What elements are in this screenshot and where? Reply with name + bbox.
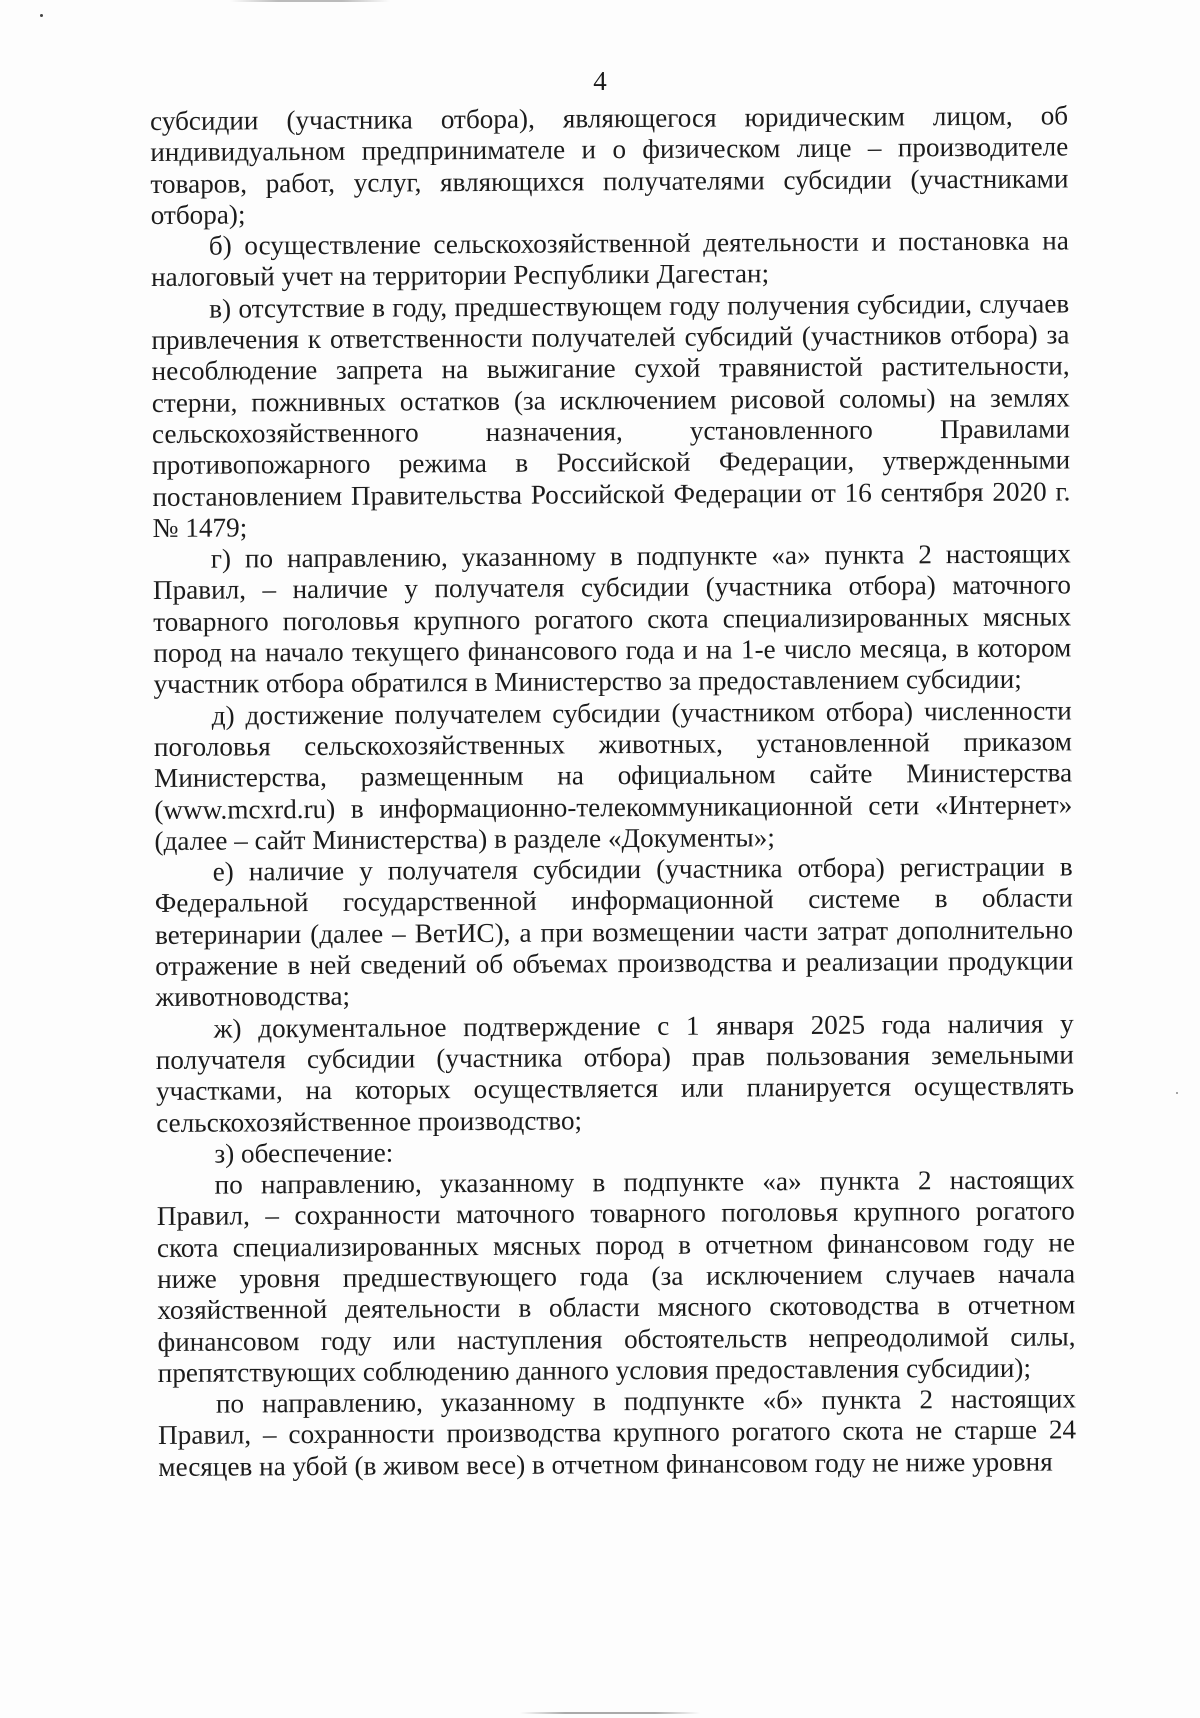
paragraph-item-g: г) по направлению, указанному в подпункте «а» пункта 2 настоящих Правил, – наличие у получателя субсидии (участника отбора) маточного товарного поголовья крупного рогатого скота специализированных мясных пород на начало текущего финансового года и на 1-е число месяца, в котором участник отбора обратился в Министерство за предоставлением субсидии; (152, 538, 1072, 700)
scan-edge-bottom (520, 1712, 700, 1714)
scan-speck (40, 14, 43, 17)
paragraph-item-d: д) достижение получателем субсидии (участником отбора) численности поголовья сельскохозяйственных животных, установленной приказом Министерства, размещенным на официальном сайте Министерства (www.mcxrd.ru) в информационно-телекоммуникационной сети «Интернет» (далее – сайт Министерства) в разделе «Документы»; (153, 695, 1073, 856)
paragraph-subitem-b: по направлению, указанному в подпункте «б» пункта 2 настоящих Правил, – сохранности производства крупного рогатого скота не старше 24 месяцев на убой (в живом весе) в отчетном финансовом году не ниже уровня (158, 1383, 1077, 1482)
paragraph-item-z: з) обеспечение: (214, 1137, 394, 1169)
scan-speck (1176, 1092, 1178, 1094)
document-body (150, 100, 1076, 1483)
paragraph-item-e: е) наличие у получателя субсидии (участника отбора) регистрации в Федеральной государственной информационной системе в области ветеринарии (далее – ВетИС), а при возмещении части затрат дополнительно отражение в ней сведений об объемах производства и реализации продукции животноводства; (154, 851, 1074, 1013)
paragraph-item-zh: ж) документальное подтверждение с 1 января 2025 года наличия у получателя субсидии (участника отбора) прав пользования земельными участками, на которых осуществляется или планируется осуществлять сельскохозяйственное производство; (155, 1007, 1075, 1138)
paragraph-subitem-a: по направлению, указанному в подпункте «а» пункта 2 настоящих Правил, – сохранности маточного товарного поголовья крупного рогатого скота специализированных мясных пород в отчетном финансовом году не ниже уровня предшествующего года (за исключением случаев начала хозяйственной деятельности в области мясного скотоводства в отчетном финансовом году или наступления обстоятельств непреодолимой силы, препятствующих соблюдению данного условия предоставления субсидии); (156, 1164, 1076, 1388)
paragraph-continuation: субсидии (участника отбора), являющегося юридическим лицом, об индивидуальном предпринимателе и о физическом лице – производителе товаров, работ, услуг, являющихся получателями субсидии (участниками отбора); (150, 100, 1069, 230)
paragraph-item-v: в) отсутствие в году, предшествующем году получения субсидии, случаев привлечения к ответственности получателей субсидий (участников отбора) за несоблюдение запрета на выжигание сухой травянистой растительности, стерни, пожнивных остатков (за исключением рисовой соломы) на землях сельскохозяйственного назначения, установленного Правилами противопожарного режима в Российской Федерации, утвержденными постановлением Правительства Российской Федерации от 16 сентября 2020 г. № 1479; (151, 288, 1071, 543)
scan-edge-top (230, 0, 390, 2)
page-number: 4 (593, 66, 607, 96)
paragraph-item-b: б) осуществление сельскохозяйственной деятельности и постановка на налоговый учет на территории Республики Дагестан; (150, 225, 1069, 293)
